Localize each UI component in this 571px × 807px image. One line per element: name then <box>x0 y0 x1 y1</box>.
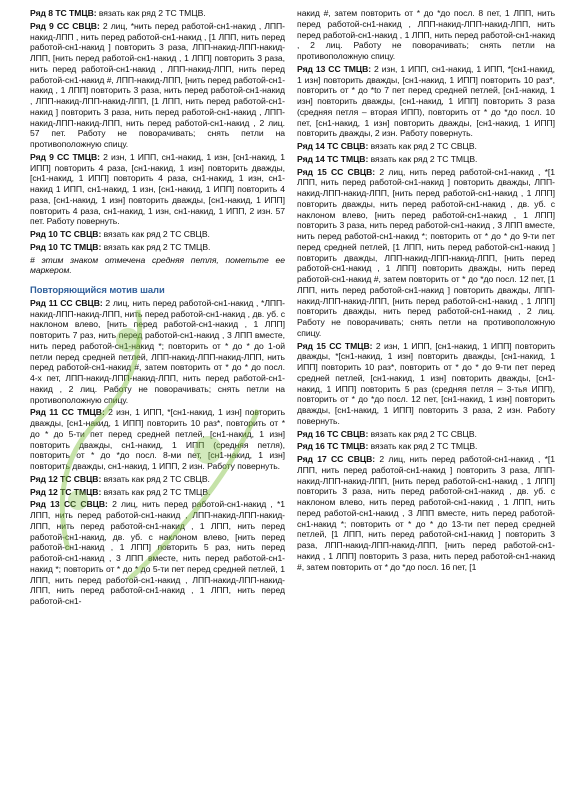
row-label: Ряд 16 ТС ТМЦВ: <box>297 441 369 452</box>
right-column <box>297 8 555 574</box>
row-label: Ряд 15 СС ТМЦВ: <box>297 340 373 351</box>
row-label: Ряд 14 ТС СВЦВ: <box>297 141 369 151</box>
row-instruction <box>297 441 555 452</box>
row-instruction <box>297 141 555 152</box>
row-text: 2 лиц, нить перед работой-сн1-накид , *ЛПП-накид-ЛПП-накид-ЛПП, нить перед работой-сн1-накид , дв. уб. с наклоном влево, [нить перед работой-сн1-накид , 1 ЛПП] повторить 7 раз, нить перед работой-сн1-накид , 3 ЛПП вместе, нить перед работой-сн1-накид *; повторить от * до * до 1-ой петли перед средней петлей, ЛПП-накид-ЛПП-накид-ЛПП, нить перед работой-сн1-накид #, затем повторить от * до * до посл. 4-х пет, ЛПП-накид-ЛПП-накид-ЛПП, нить перед работой-сн1-накид , 2 лиц. Работу не поворачивать; снять петли на противоположную спицу. <box>30 297 285 405</box>
row-label: Ряд 12 ТС СВЦВ: <box>30 473 102 484</box>
row-instruction <box>297 8 555 62</box>
row-instruction <box>297 429 555 440</box>
row-instruction <box>30 487 285 498</box>
row-text: вязать как ряд 2 ТС СВЦВ. <box>101 473 210 484</box>
row-text: вязать как ряд 2 ТС СВЦВ. <box>368 428 477 439</box>
row-label: Ряд 10 ТС ТМЦВ: <box>30 241 102 252</box>
row-text: вязать как ряд 2 ТС ТМЦВ. <box>368 441 478 452</box>
row-label: Ряд 9 СС ТМЦВ: <box>30 151 100 162</box>
row-text: 2 изн, 1 ИПП, *[сн1-накид, 1 изн] повторить дважды, [сн1-накид, 1 ИПП] повторить 10 раз*, повторить от * до * до 5-ти пет перед средней петлей, [сн1-накид, 1 изн] повторить дважды, сн1-накид, 1 ИПП (средняя петля), повторить от * до *до посл. 8-ми пет, [сн1-накид, 1 изн] повторить дважды, сн1-накид, 1 ИПП, 2 изн. Работу повернуть. <box>30 407 285 471</box>
row-instruction <box>30 21 285 150</box>
row-text: вязать как ряд 2 ТС ТМЦВ. <box>96 8 206 18</box>
row-text: вязать как ряд 2 ТС ТМЦВ. <box>368 153 478 164</box>
row-instruction <box>297 64 555 139</box>
row-label: Ряд 8 ТС ТМЦВ: <box>30 8 97 18</box>
row-label: Ряд 16 ТС СВЦВ: <box>297 428 369 439</box>
row-label: Ряд 13 СС СВЦВ: <box>30 499 108 510</box>
row-label: Ряд 12 ТС ТМЦВ: <box>30 486 102 497</box>
row-text: 2 лиц, нить перед работой-сн1-накид , *1 ЛПП, нить перед работой-сн1-накид , ЛПП-накид-ЛПП-накид-ЛПП, нить перед работой-сн1-накид , 1 ЛПП, нить перед работой-сн1-накид, дв. уб. с наклоном влево, [нить перед работой-сн1-накид , 1 ЛПП] повторить 5 раз, нить перед работой-сн1-накид , 3 ЛПП вместе, нить перед работой-сн1-накид *; повторить от * до * до 5-ти пет перед средней петлей, 1 ЛПП, нить перед работой-сн1-накид , ЛПП-накид-ЛПП-накид-ЛПП, нить перед работой-сн1-накид , 1 ЛПП, нить перед работой-сн1- <box>30 499 286 606</box>
row-text: 2 изн, 1 ИПП, [сн1-накид, 1 ИПП] повторить дважды, *[сн1-накид, 1 изн] повторить дважды, [сн1-накид, 1 ИПП] повторить 10 раз*, повторить от * до * до 9-ти пет перед средней петлей, [сн1-накид, 1 изн] повторить дважды, [сн1-накид, 1 ИПП] повторить 5 раз (средняя петля – 3-тья ИПП), повторить от * до *до посл. 12 пет, [сн1-накид, 1 изн] повторить дважды, [сн1-накид, 1 ИПП] повторить 3 раза, 2 изн. Работу повернуть. <box>297 340 556 426</box>
row-text: 2 лиц, *нить перед работой-сн1-накид , ЛПП-накид-ЛПП , нить перед работой-сн1-накид , [1 ЛПП, нить перед работой-сн1-накид ] повторить 3 раза, ЛПП-накид-ЛПП-накид-ЛПП, [нить перед работой-сн1-накид , 1 ЛПП] повторить 3 раза, нить перед работой-сн1-накид , ЛПП-накид-ЛПП, нить перед работой-сн1-накид #, ЛПП-накид-ЛПП, [нить перед работой-сн1-накид , 1 ЛПП] повторить 3 раза, нить перед работой-сн1-накид , ЛПП-накид-ЛПП-накид-ЛПП, [1 ЛПП, нить перед работой-сн1-накид ] повторить 3 раза, нить перед работой-сн1-накид , ЛПП-накид-ЛПП-накид-ЛПП, нить перед работой-сн1-накид , 2 лиц. 57 пет. Работу не поворачивать; снять петли на противоположную спицу. <box>30 20 285 149</box>
row-label: Ряд 15 СС СВЦВ: <box>297 166 376 177</box>
row-label: Ряд 13 СС ТМЦВ: <box>297 63 372 74</box>
row-label: Ряд 9 СС СВЦВ: <box>30 20 100 31</box>
row-instruction <box>30 407 285 472</box>
row-text: 2 изн, 1 ИПП, сн1-накид, 1 изн, [сн1-накид, 1 ИПП] повторить 4 раза, [сн1-накид, 1 изн] повторить дважды, [сн1-накид, 1 ИПП] повторить 4 раза, сн1-накид, 1 изн, сн1-накид 1 ИПП, сн1-накид, 1 изн, [сн1-накид, 1 ИПП] повторить 4 раза, [сн1-накид, 1 изн] повторить дважды, [сн1-накид, 1 ИПП] повторить 4 раза, сн1-накид, 1 изн, сн1-накид, 1 ИПП, 2 изн. 57 пет. Работу повернуть. <box>30 151 285 227</box>
row-text: 2 лиц, нить перед работой-сн1-накид , *[1 ЛПП, нить перед работой-сн1-накид ] повторить дважды, ЛПП-накид-ЛПП-накид-ЛПП, [нить перед работой-сн1-накид , 1 ЛПП] повторить дважды, нить перед работой-сн1-накид , дв. уб. с наклоном влево, [нить перед работой-сн1-накид , 1 ЛПП] повторить 3 раза, нить перед работой-сн1-накид , 3 ЛПП вместе, нить перед работой-сн1-накид *; повторить от * до * до 9-ти пет перед средней петлей, [1 ЛПП, нить перед работой-сн1-накид ] повторить дважды, ЛПП-накид-ЛПП-накид-ЛПП, [нить перед работой-сн1-накид , 1 ЛПП] повторить дважды, нить перед работой-сн1-накид #, затем повторить от * до *до посл. 12 пет, [1 ЛПП, нить перед работой-сн1-накид ] повторить дважды, ЛПП-накид-ЛПП-накид-ЛПП, [нить перед работой-сн1-накид , 1 ЛПП] повторить дважды, нить перед работой-сн1-накид , 2 лиц. Работу не поворачивать; снять петли на противоположную спицу. <box>297 166 555 338</box>
row-instruction <box>297 341 555 427</box>
row-label: Ряд 11 СС СВЦВ: <box>30 297 103 308</box>
row-instruction <box>30 152 285 227</box>
row-label: Ряд 11 СС ТМЦВ: <box>30 407 105 418</box>
row-instruction <box>297 154 555 165</box>
section-heading: Повторяющийся мотив шали <box>30 284 165 295</box>
row-label: Ряд 17 СС СВЦВ: <box>297 454 376 464</box>
row-instruction <box>30 229 285 240</box>
row-instruction <box>30 499 285 607</box>
left-column <box>30 8 285 609</box>
row-instruction <box>297 167 555 339</box>
row-text: вязать как ряд 2 ТС ТМЦВ. <box>101 486 211 497</box>
row-instruction <box>30 242 285 253</box>
row-label: Ряд 10 ТС СВЦВ: <box>30 229 102 239</box>
row-text: 2 лиц, нить перед работой-сн1-накид , *[1 ЛПП, нить перед работой-сн1-накид ] повторить 3 раза, ЛПП-накид-ЛПП-накид-ЛПП, [нить перед работой-сн1-накид , 1 ЛПП] повторить 3 раза, нить перед работой-сн1-накид , дв. уб. с наклоном влево, нить перед работой-сн1-накид , 1 ЛПП, нить перед работой-сн1-накид , 3 ЛПП вместе, нить перед работой-сн1-накид *; повторить от * до * до 13-ти пет перед средней петлей, [1 ЛПП, нить перед работой-сн1-накид ] повторить 3 раза, ЛПП-накид-ЛПП-накид-ЛПП, [нить перед работой-сн1-накид , 1 ЛПП] повторить 3 раза, нить перед работой-сн1-накид #, затем повторить от * до *до посл. 16 пет, [1 <box>297 454 555 572</box>
row-text: вязать как ряд 2 ТС СВЦВ. <box>101 229 210 239</box>
row-instruction <box>297 454 555 572</box>
row-text: вязать как ряд 2 ТС ТМЦВ. <box>101 241 211 252</box>
note-text: # этим знаком отмечена средняя петля, пометьте ее маркером. <box>30 254 285 276</box>
row-text: вязать как ряд 2 ТС СВЦВ. <box>368 141 477 151</box>
row-instruction <box>30 298 285 406</box>
row-text: накид #, затем повторить от * до *до посл. 8 пет, 1 ЛПП, нить перед работой-сн1-накид , ЛПП-накид-ЛПП-накид-ЛПП, нить перед работой-сн1-накид , 1 ЛПП, нить перед работой-сн1-накид , 2 лиц. Работу не поворачивать; снять петли на противоположную спицу. <box>297 8 555 61</box>
row-instruction <box>30 8 285 19</box>
row-text: 2 изн, 1 ИПП, сн1-накид, 1 ИПП, *[сн1-накид, 1 изн] повторить дважды, [сн1-накид, 1 ИПП] повторить 10 раз*, повторить от * до *to 7 пет перед средней петлей, [сн1-накид, 1 изн] повторить дважды, [сн1-накид, 1 ИПП] повторить 3 раза (средняя петля – вторая ИПП), повторить от * до *до посл. 10 пет, [сн1-накид, 1 изн] повторить дважды, [сн1-накид, 1 ИПП] повторить дважды, 2 изн. Работу повернуть. <box>297 63 555 139</box>
row-instruction <box>30 474 285 485</box>
row-label: Ряд 14 ТС ТМЦВ: <box>297 153 369 164</box>
